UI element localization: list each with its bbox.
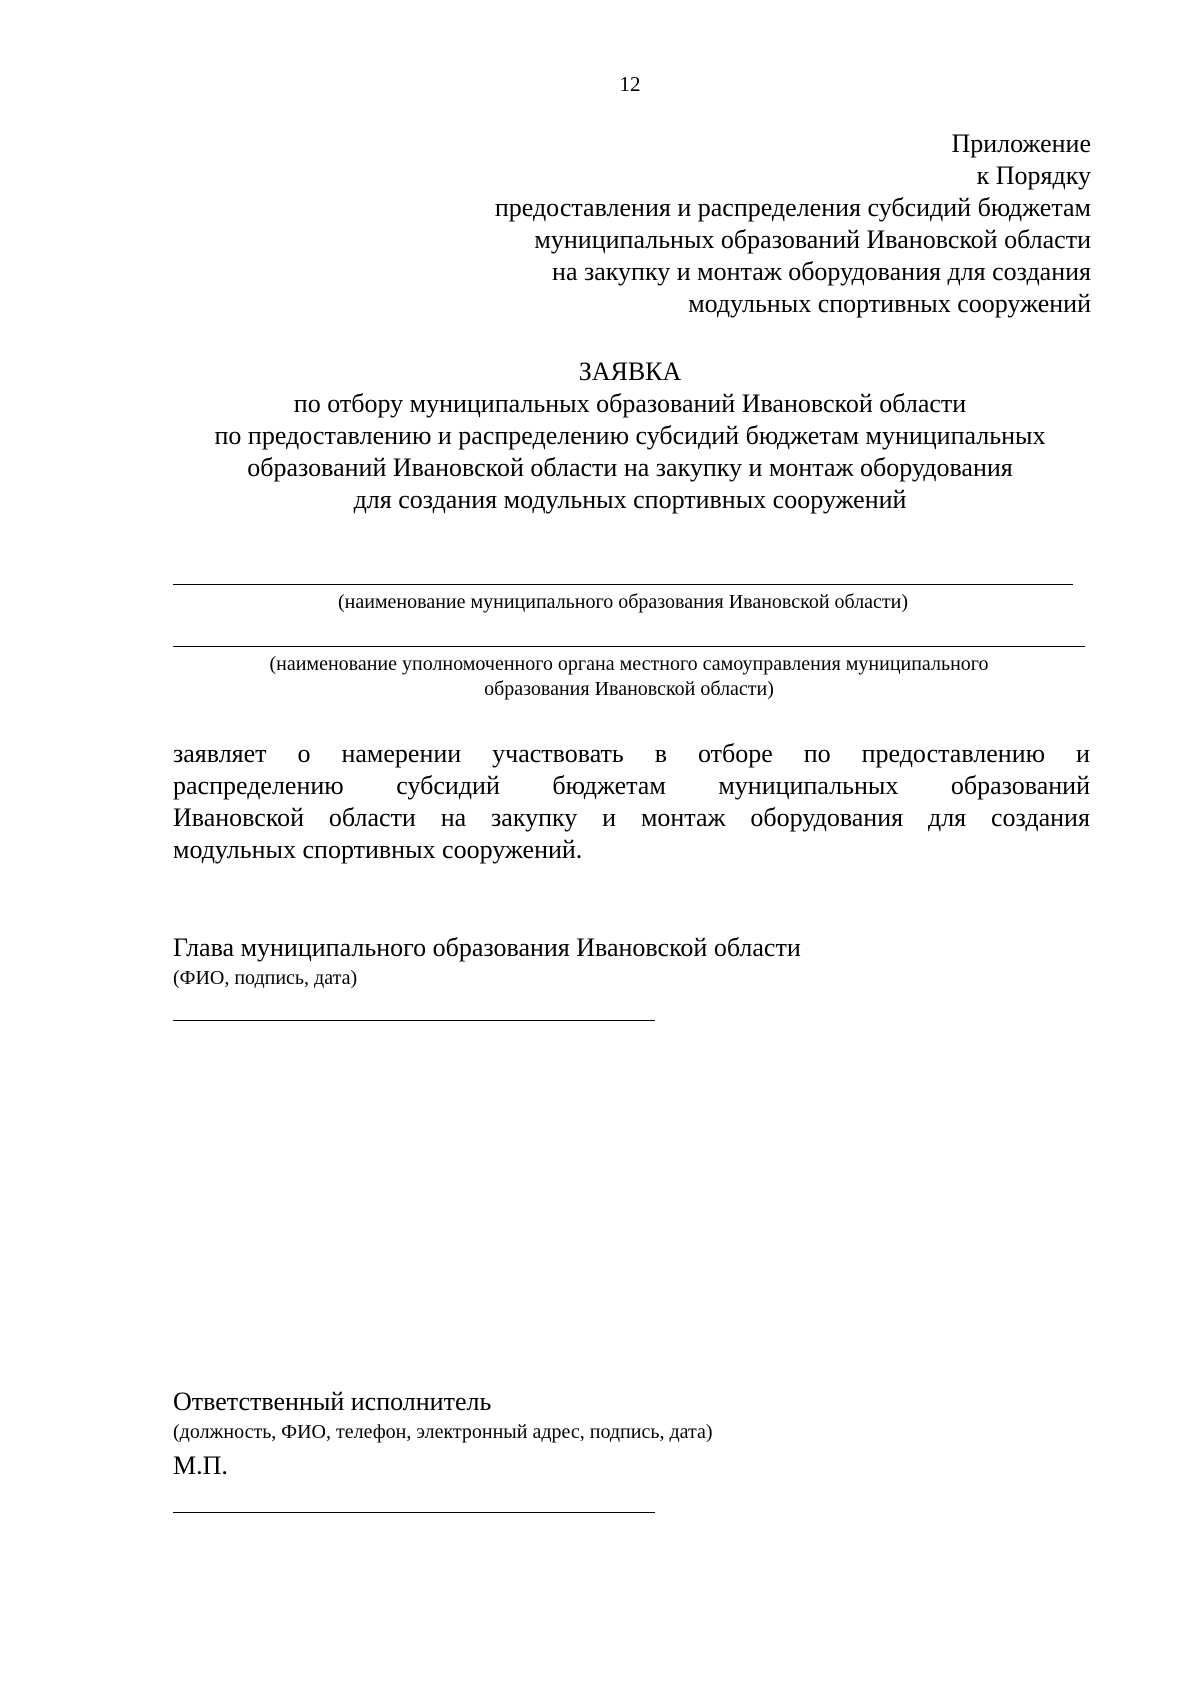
- authority-name-field[interactable]: [173, 646, 1085, 647]
- word: Ивановской: [173, 803, 305, 832]
- word: заявляет: [173, 739, 267, 768]
- authority-name-caption: [173, 652, 1085, 702]
- appendix-line: к Порядку: [976, 161, 1091, 190]
- declaration-line: [173, 770, 1090, 802]
- executor-signature-field[interactable]: [173, 1512, 655, 1513]
- word: по: [803, 739, 831, 768]
- declaration-line: [173, 802, 1090, 834]
- title-line: по отбору муниципальных образований Ивановской области: [293, 389, 967, 418]
- word: создания: [991, 803, 1090, 832]
- caption-text: (наименование муниципального образования Ивановской области): [337, 591, 909, 613]
- declaration-paragraph: [173, 738, 1090, 866]
- page-number: 12: [619, 72, 641, 96]
- municipality-name-field[interactable]: [173, 584, 1073, 585]
- word: образований: [950, 771, 1090, 800]
- word: оборудования: [750, 803, 904, 832]
- caption-text: (наименование уполномоченного органа местного самоуправления муниципального: [269, 653, 989, 675]
- declaration-line: [173, 738, 1090, 770]
- appendix-line: на закупку и монтаж оборудования для создания: [552, 257, 1091, 286]
- declaration-line: модульных спортивных сооружений.: [173, 835, 583, 864]
- word: в: [654, 739, 668, 768]
- head-signature-field[interactable]: [173, 1020, 655, 1021]
- municipality-name-caption: [173, 590, 1073, 615]
- word: отборе: [697, 739, 773, 768]
- appendix-line: модульных спортивных сооружений: [688, 289, 1091, 318]
- word: о: [297, 739, 311, 768]
- word: бюджетам: [552, 771, 666, 800]
- word: намерении: [341, 739, 462, 768]
- word: и: [602, 803, 617, 832]
- caption-text: образования Ивановской области): [484, 678, 774, 700]
- word: для: [927, 803, 967, 832]
- head-signature-title: Глава муниципального образования Ивановской области: [173, 933, 801, 962]
- appendix-line: предоставления и распределения субсидий бюджетам: [494, 193, 1091, 222]
- word: монтаж: [640, 803, 726, 832]
- word: муниципальных: [718, 771, 899, 800]
- word: распределению: [173, 771, 344, 800]
- word: участвовать: [492, 739, 624, 768]
- word: области: [328, 803, 416, 832]
- word: закупку: [491, 803, 578, 832]
- appendix-line: Приложение: [951, 129, 1091, 158]
- executor-signature-title: Ответственный исполнитель: [173, 1387, 492, 1416]
- stamp-place-label: М.П.: [173, 1451, 228, 1480]
- title-heading: ЗАЯВКА: [578, 357, 682, 386]
- document-title: [160, 356, 1100, 516]
- title-line: по предоставлению и распределению субсидий бюджетам муниципальных: [214, 421, 1046, 450]
- title-line: образований Ивановской области на закупку и монтаж оборудования: [247, 453, 1013, 482]
- word: и: [1076, 739, 1090, 768]
- word: на: [440, 803, 467, 832]
- word: субсидий: [396, 771, 500, 800]
- title-line: для создания модульных спортивных сооружений: [353, 485, 907, 514]
- head-signature-caption: (ФИО, подпись, дата): [173, 967, 358, 989]
- appendix-header: [331, 128, 1091, 320]
- appendix-line: муниципальных образований Ивановской области: [534, 225, 1091, 254]
- word: предоставлению: [861, 739, 1046, 768]
- executor-signature-caption: (должность, ФИО, телефон, электронный адрес, подпись, дата): [173, 1421, 713, 1443]
